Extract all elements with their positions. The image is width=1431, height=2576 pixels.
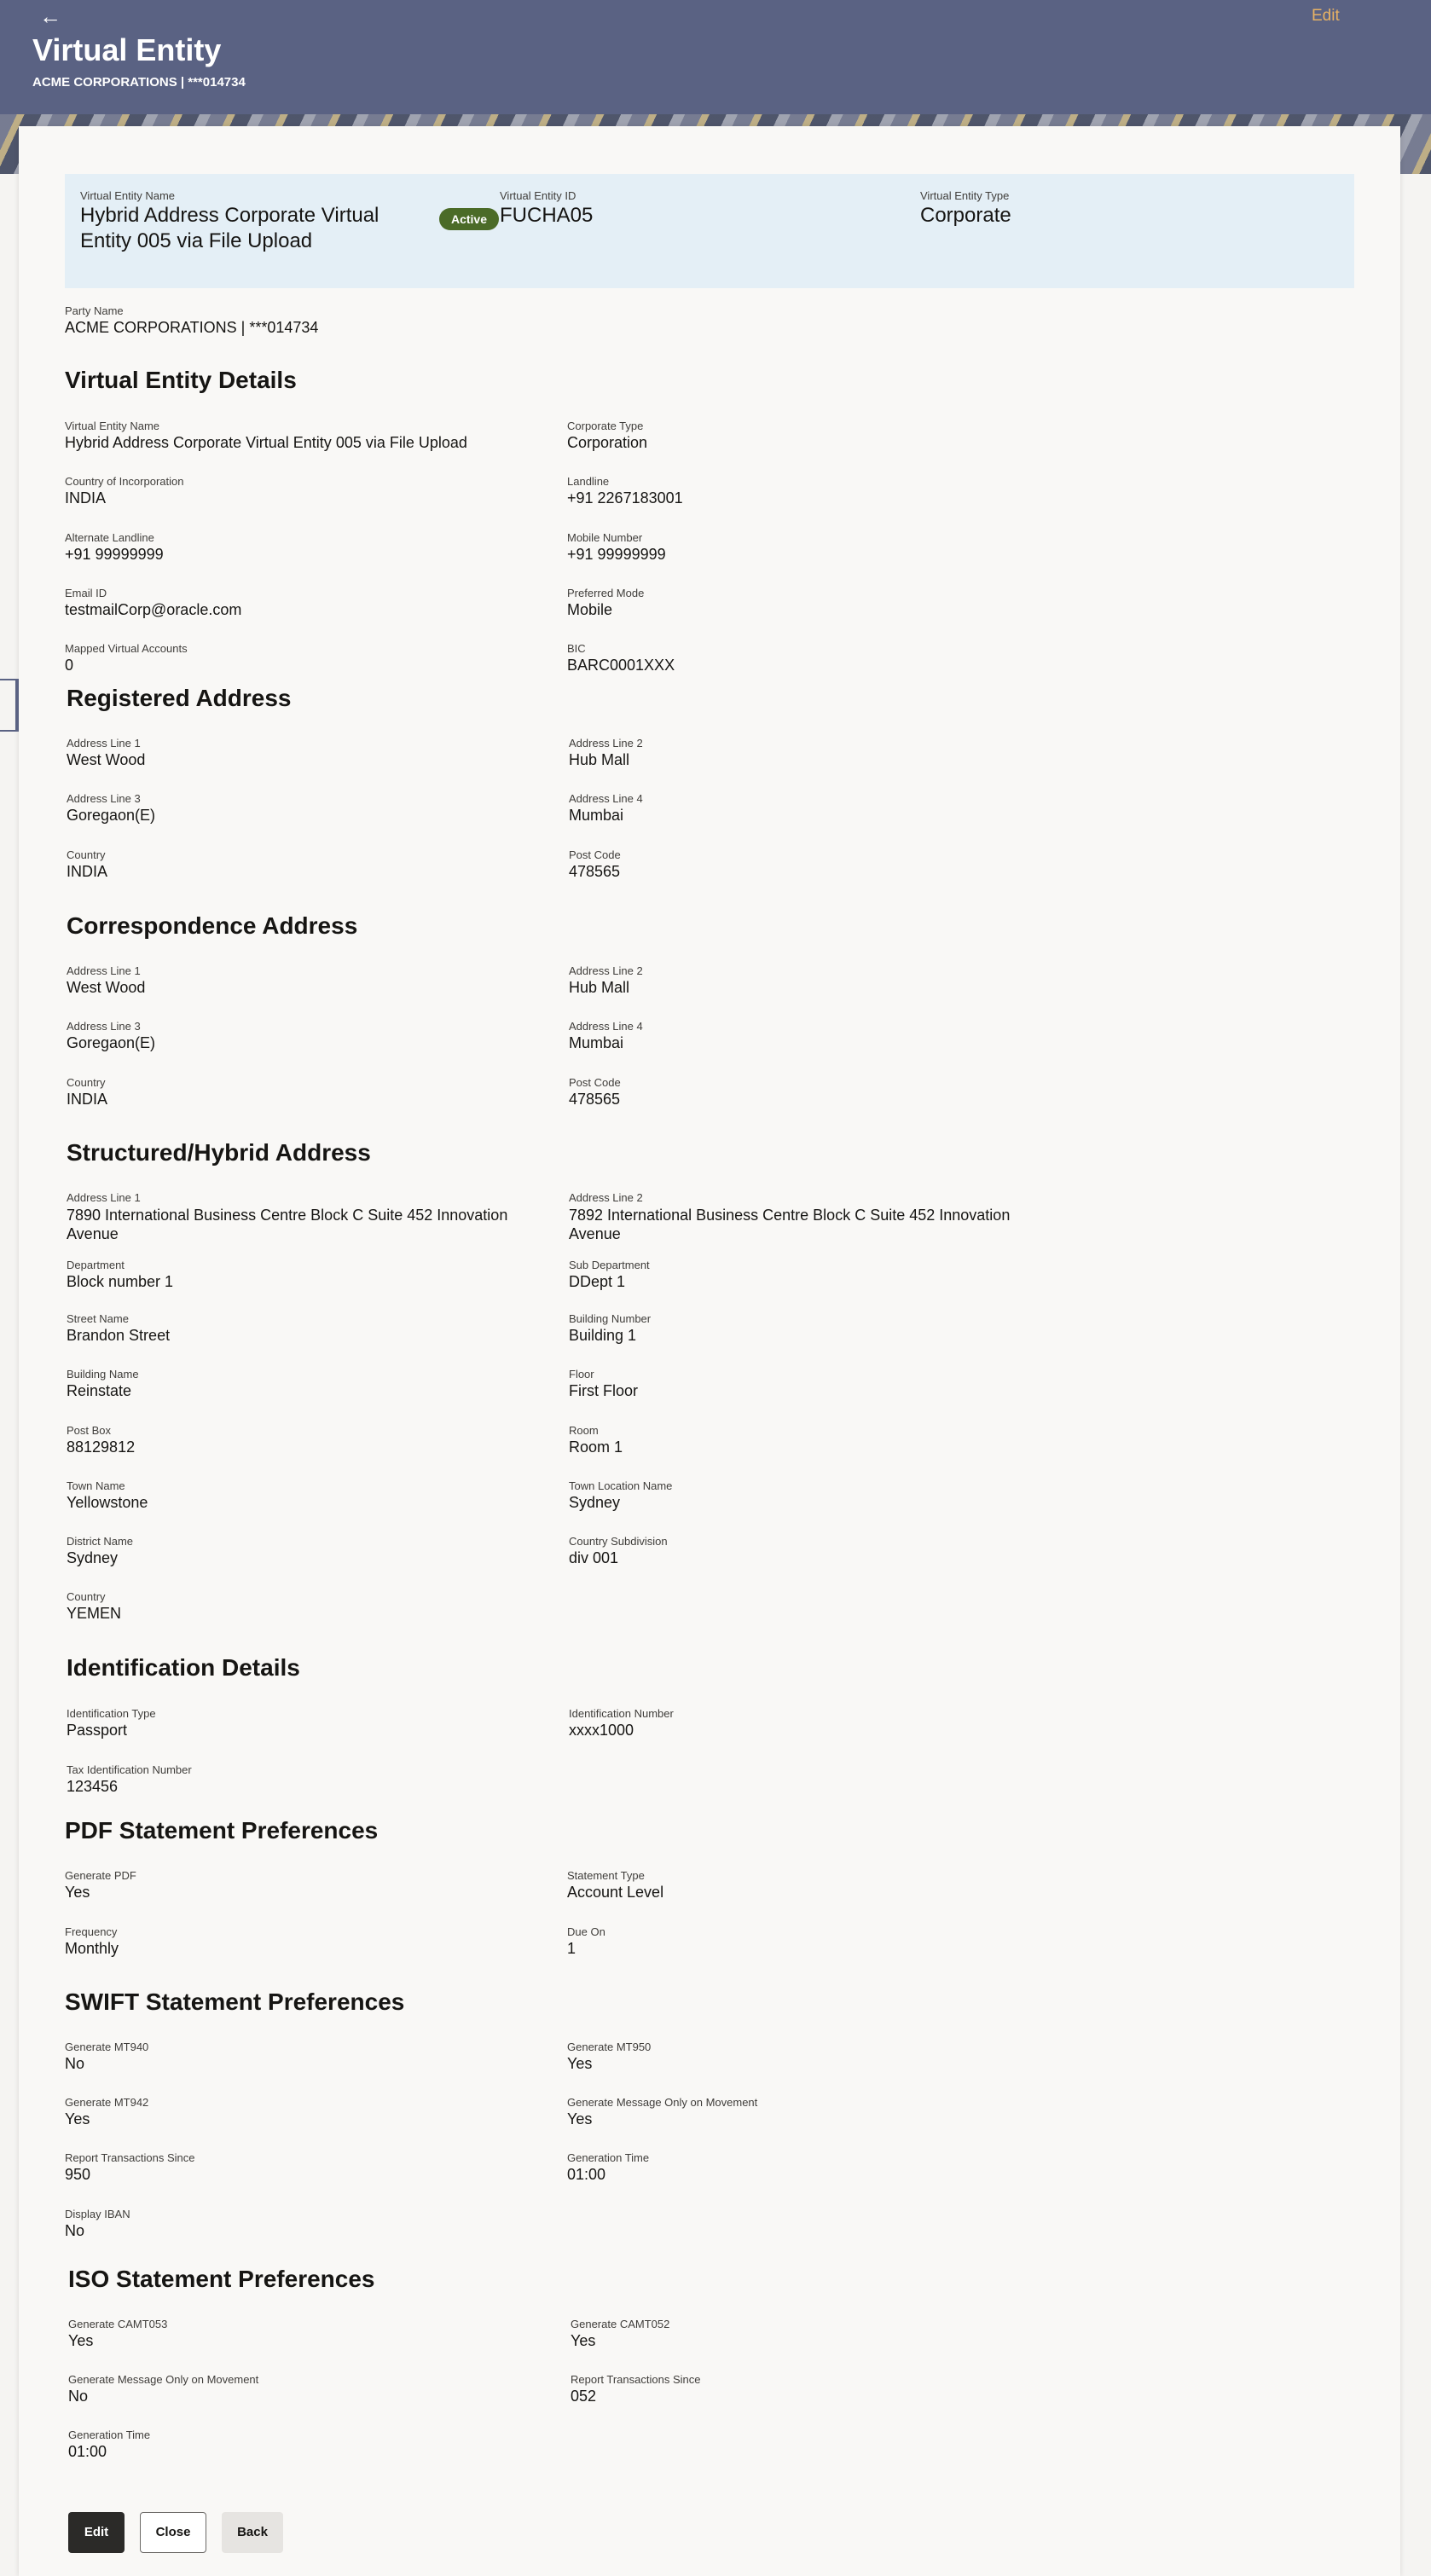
field-value: div 001 [569, 1549, 619, 1566]
field-label: Building Name [67, 1368, 139, 1381]
field-label: Address Line 1 [67, 737, 141, 750]
field-label: Mobile Number [567, 531, 643, 544]
field-label: District Name [67, 1535, 134, 1548]
field-value: Sydney [569, 1494, 621, 1511]
field-label: Address Line 3 [67, 1020, 141, 1033]
field-value: Goregaon(E) [67, 1034, 156, 1051]
field-label: Room [569, 1424, 599, 1437]
field-value: DDept 1 [569, 1273, 626, 1290]
field-label: Address Line 1 [67, 964, 141, 977]
field-value: Yellowstone [67, 1494, 148, 1511]
field-value: 123456 [67, 1778, 119, 1795]
section-title-correspondence: Correspondence Address [67, 912, 358, 939]
summary-name-value: Hybrid Address Corporate Virtual Entity 005 via File Upload [80, 204, 379, 252]
field-label: Email ID [65, 587, 107, 599]
side-drawer-handle[interactable] [0, 679, 19, 732]
field-value: INDIA [67, 1091, 108, 1108]
field-label: Town Name [67, 1479, 125, 1492]
field-label: Town Location Name [569, 1479, 673, 1492]
close-button[interactable]: Close [140, 2512, 206, 2553]
back-arrow-icon[interactable]: ← [39, 3, 61, 29]
field-value: +91 99999999 [567, 546, 666, 563]
field-value: +91 99999999 [65, 546, 164, 563]
field-label: Address Line 3 [67, 792, 141, 805]
back-button[interactable]: Back [222, 2512, 283, 2553]
field-value: 7892 International Business Centre Block C Suite 452 Innovation Avenue [569, 1207, 1011, 1242]
field-label: Generate MT950 [567, 2041, 652, 2053]
page-title: Virtual Entity [32, 32, 222, 67]
field-label: Address Line 2 [569, 737, 643, 750]
field-value: 0 [65, 657, 74, 674]
field-value: 478565 [569, 863, 621, 880]
field-label: Mapped Virtual Accounts [65, 642, 188, 655]
field-value: Goregaon(E) [67, 807, 156, 824]
field-value: No [65, 2222, 85, 2239]
field-value: Yes [65, 2110, 90, 2127]
field-label: Post Box [67, 1424, 112, 1437]
section-title-registered: Registered Address [67, 685, 292, 711]
field-value: testmailCorp@oracle.com [65, 601, 242, 618]
field-label: Generate CAMT052 [571, 2318, 670, 2330]
field-value: Monthly [65, 1940, 119, 1957]
field-label: Address Line 4 [569, 1020, 643, 1033]
field-label: Country Subdivision [569, 1535, 668, 1548]
field-label: Address Line 2 [569, 1191, 643, 1204]
field-label: Address Line 1 [67, 1191, 141, 1204]
field-label: Preferred Mode [567, 587, 645, 599]
field-label: Statement Type [567, 1869, 645, 1882]
field-value: Hub Mall [569, 751, 630, 768]
field-label: Country [67, 1076, 106, 1089]
section-title-pdf: PDF Statement Preferences [65, 1817, 379, 1844]
field-value: INDIA [65, 489, 107, 507]
field-value: +91 2267183001 [567, 489, 683, 507]
field-label: Address Line 4 [569, 792, 643, 805]
summary-id-value: FUCHA05 [500, 204, 594, 227]
field-value: Yes [571, 2332, 596, 2349]
field-value: West Wood [67, 751, 146, 768]
field-label: Country [67, 1590, 106, 1603]
field-label: Tax Identification Number [67, 1763, 192, 1776]
field-label: Building Number [569, 1312, 652, 1325]
section-title-identification: Identification Details [67, 1654, 300, 1681]
field-value: Yes [68, 2332, 94, 2349]
field-value: INDIA [67, 863, 108, 880]
field-label: Floor [569, 1368, 594, 1381]
field-value: 01:00 [68, 2443, 107, 2460]
field-label: Generate MT942 [65, 2096, 149, 2109]
field-value: 950 [65, 2166, 91, 2183]
section-title-structured: Structured/Hybrid Address [67, 1139, 371, 1166]
field-value: Reinstate [67, 1382, 132, 1399]
field-value: 1 [567, 1940, 576, 1957]
field-label: Department [67, 1259, 125, 1271]
field-value: xxxx1000 [569, 1722, 634, 1739]
header-edit-link[interactable]: Edit [1312, 7, 1340, 25]
summary-type-value: Corporate [920, 204, 1011, 227]
field-label: Country of Incorporation [65, 475, 184, 488]
field-label: Street Name [67, 1312, 129, 1325]
field-value: No [68, 2388, 89, 2405]
party-name-label: Party Name [65, 304, 124, 317]
field-label: Virtual Entity Name [65, 420, 160, 432]
field-value: Account Level [567, 1884, 664, 1901]
field-value: Building 1 [569, 1327, 637, 1344]
content-card [19, 126, 1400, 2576]
field-label: Alternate Landline [65, 531, 154, 544]
field-value: 478565 [569, 1091, 621, 1108]
field-label: Report Transactions Since [65, 2151, 195, 2164]
field-label: Identification Type [67, 1707, 156, 1720]
field-value: 88129812 [67, 1439, 136, 1456]
field-label: Report Transactions Since [571, 2373, 701, 2386]
field-label: Generation Time [567, 2151, 650, 2164]
field-label: Frequency [65, 1925, 118, 1938]
field-value: Brandon Street [67, 1327, 171, 1344]
field-value: 052 [571, 2388, 597, 2405]
field-value: Mobile [567, 601, 613, 618]
field-value: Yes [567, 2055, 593, 2072]
field-value: Yes [65, 1884, 90, 1901]
field-value: Hub Mall [569, 979, 630, 996]
section-title-swift: SWIFT Statement Preferences [65, 1988, 405, 2015]
field-value: No [65, 2055, 85, 2072]
field-value: Room 1 [569, 1439, 623, 1456]
field-value: First Floor [569, 1382, 638, 1399]
field-label: Generate PDF [65, 1869, 136, 1882]
section-title-details: Virtual Entity Details [65, 367, 297, 393]
field-label: Corporate Type [567, 420, 644, 432]
page-subtitle: ACME CORPORATIONS | ***014734 [32, 75, 246, 90]
field-label: Due On [567, 1925, 605, 1938]
edit-button[interactable]: Edit [68, 2512, 125, 2553]
field-value: Sydney [67, 1549, 119, 1566]
field-label: Generate MT940 [65, 2041, 149, 2053]
field-value: YEMEN [67, 1605, 122, 1622]
field-label: Generation Time [68, 2428, 151, 2441]
summary-type-label: Virtual Entity Type [920, 189, 1010, 202]
field-value: Block number 1 [67, 1273, 174, 1290]
field-value: Mumbai [569, 1034, 624, 1051]
field-value: BARC0001XXX [567, 657, 675, 674]
field-label: Country [67, 848, 106, 861]
field-value: Corporation [567, 434, 648, 451]
field-label: Post Code [569, 848, 621, 861]
field-label: Generate CAMT053 [68, 2318, 168, 2330]
field-label: Generate Message Only on Movement [68, 2373, 259, 2386]
party-name-value: ACME CORPORATIONS | ***014734 [65, 319, 319, 336]
field-value: Passport [67, 1722, 128, 1739]
summary-name-label: Virtual Entity Name [80, 189, 176, 202]
field-value: West Wood [67, 979, 146, 996]
field-value: Mumbai [569, 807, 624, 824]
field-label: Identification Number [569, 1707, 674, 1720]
field-label: BIC [567, 642, 586, 655]
field-label: Post Code [569, 1076, 621, 1089]
field-value: 01:00 [567, 2166, 606, 2183]
field-label: Display IBAN [65, 2208, 130, 2220]
field-label: Address Line 2 [569, 964, 643, 977]
summary-id-label: Virtual Entity ID [500, 189, 576, 202]
field-value: 7890 International Business Centre Block C Suite 452 Innovation Avenue [67, 1207, 508, 1242]
field-value: Yes [567, 2110, 593, 2127]
field-label: Sub Department [569, 1259, 650, 1271]
section-title-iso: ISO Statement Preferences [68, 2266, 375, 2292]
field-label: Landline [567, 475, 610, 488]
status-badge: Active [439, 208, 499, 230]
field-label: Generate Message Only on Movement [567, 2096, 758, 2109]
field-value: Hybrid Address Corporate Virtual Entity 005 via File Upload [65, 434, 467, 451]
